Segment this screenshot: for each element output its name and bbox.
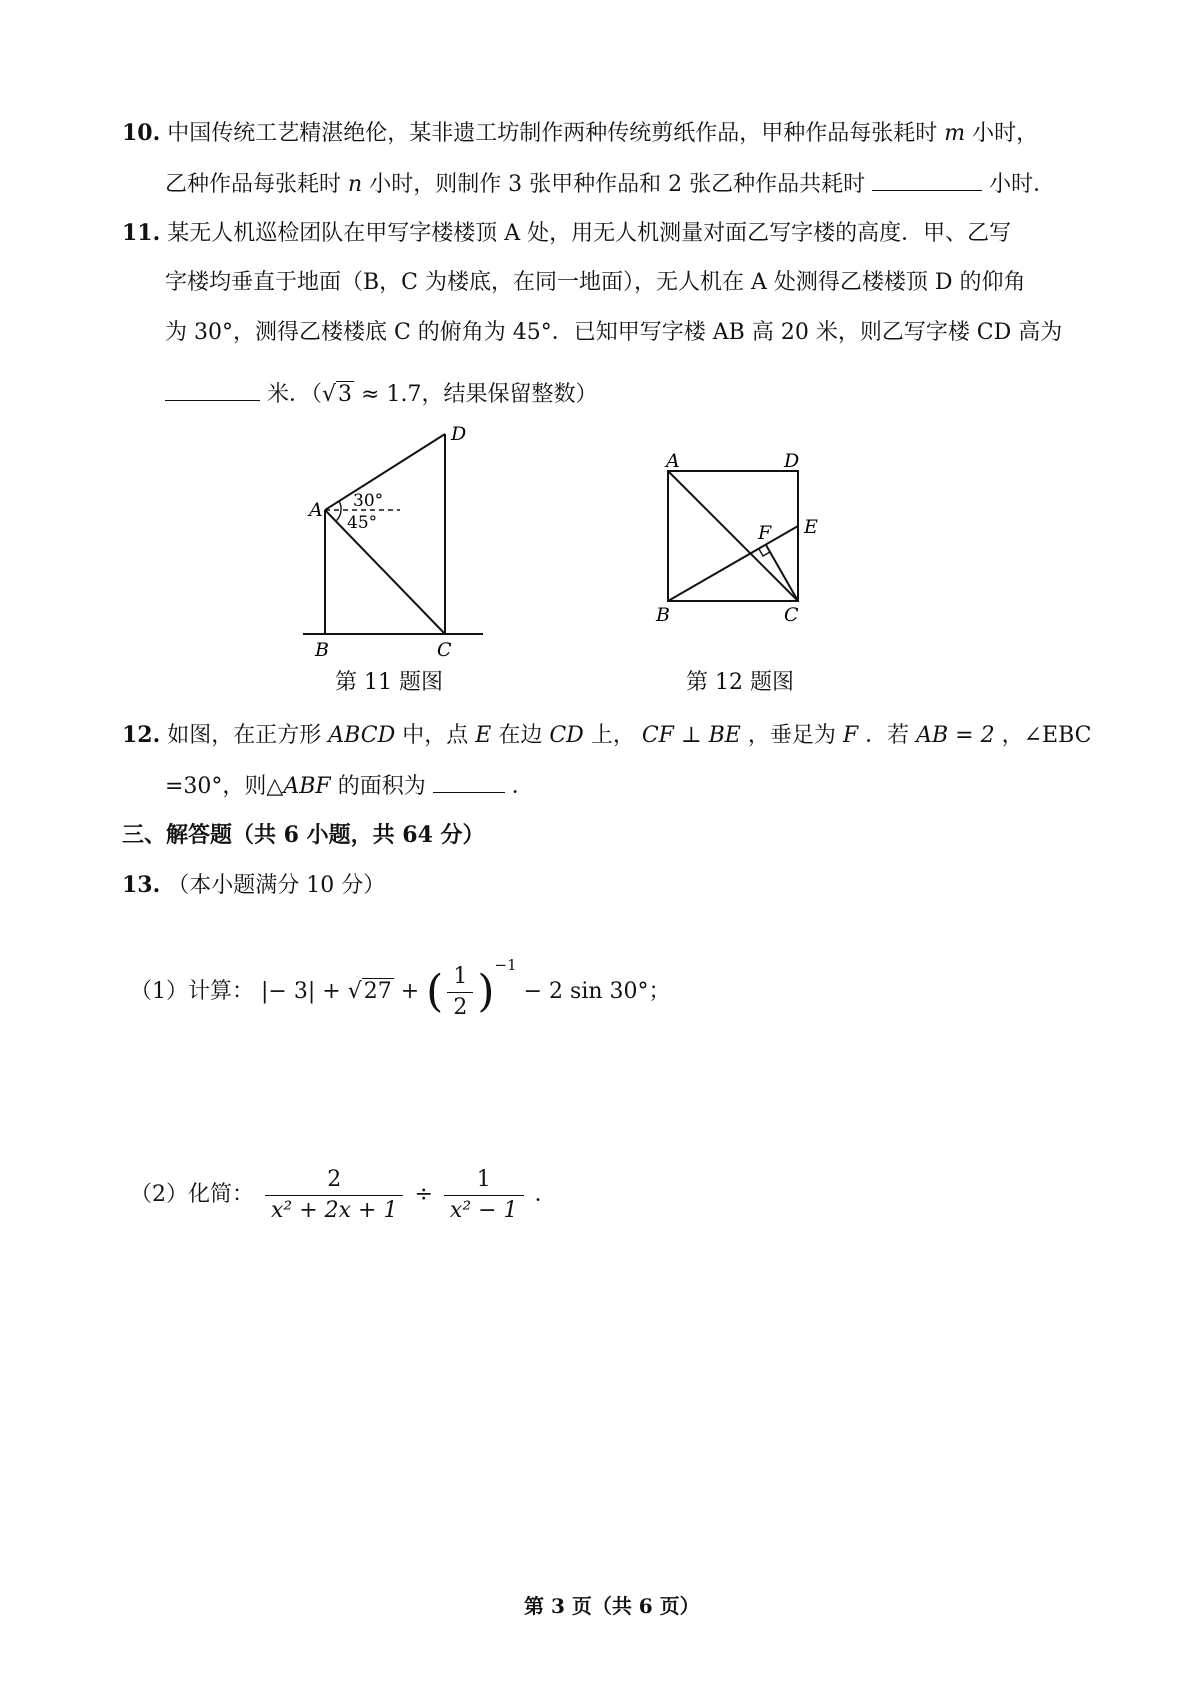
q10-line2 bbox=[165, 168, 1055, 200]
q13-p1-label: （1）计算： bbox=[130, 979, 254, 1004]
q13-p1-tail: − 2 sin 30°； bbox=[523, 979, 671, 1004]
q12-answer-blank[interactable] bbox=[433, 770, 505, 793]
q11-answer-blank[interactable] bbox=[165, 378, 260, 401]
page-footer: 第 3 页（共 6 页） bbox=[524, 1594, 700, 1618]
q13-p2-label: （2）化简： bbox=[130, 1182, 254, 1207]
q13-p2-fraction1 bbox=[265, 1167, 403, 1224]
q10-text-2a: 乙种作品每张耗时 bbox=[165, 172, 342, 197]
q13-p1-frac-den: 2 bbox=[447, 992, 473, 1021]
fig11-arc-45 bbox=[336, 510, 341, 521]
q10-number: 10. bbox=[122, 120, 161, 146]
q12-abcd: ABCD bbox=[328, 723, 396, 748]
q13-header: （本小题满分 10 分） bbox=[167, 873, 386, 898]
q12-e: E bbox=[475, 723, 492, 748]
fig11-label-c: C bbox=[437, 639, 452, 661]
q12-text-1d: 上， bbox=[590, 723, 635, 748]
q13-p2-f1-num: 2 bbox=[327, 1166, 342, 1192]
q13-p2-f2-den: x² − 1 bbox=[444, 1195, 524, 1224]
q13-p2-fraction2 bbox=[444, 1167, 524, 1224]
q12-abf: ABF bbox=[283, 774, 331, 799]
q11-text-4b: ≈ 1.7，结果保留整数） bbox=[361, 382, 598, 407]
q13-part1 bbox=[130, 935, 671, 1022]
q12-text-1a: 如图，在正方形 bbox=[167, 723, 322, 748]
q13-p1-plus1: + bbox=[322, 979, 341, 1004]
fig12-label-a: A bbox=[666, 450, 680, 472]
q12-text-1b: 中，点 bbox=[402, 723, 469, 748]
q13-p1-frac-num: 1 bbox=[453, 963, 468, 989]
q13-p1-exponent: −1 bbox=[494, 956, 517, 974]
q11-line1 bbox=[122, 218, 1011, 249]
q12-text-1e: ，垂足为 bbox=[747, 723, 836, 748]
q13-p1-sqrt: 27 bbox=[363, 979, 392, 1004]
section3-title: 三、解答题（共 6 小题，共 64 分） bbox=[122, 822, 485, 848]
fig11-caption: 第 11 题图 bbox=[335, 670, 443, 695]
q10-text-1-end: 小时， bbox=[972, 121, 1039, 146]
q13-header-line bbox=[122, 870, 385, 901]
fig11-angle-30: 30° bbox=[353, 491, 384, 511]
fig11-arc-30 bbox=[339, 501, 341, 510]
fig11-line-ac bbox=[325, 510, 445, 634]
q12-ab-eq: AB = 2 bbox=[916, 723, 995, 748]
figure-11 bbox=[295, 420, 495, 665]
right-paren: ) bbox=[477, 966, 495, 1017]
q12-text-2a: =30°，则△ bbox=[165, 774, 284, 799]
q11-text-1: 某无人机巡检团队在甲写字楼楼顶 A 处，用无人机测量对面乙写字楼的高度．甲、乙写 bbox=[167, 221, 1012, 246]
fig11-line-ad bbox=[325, 434, 445, 510]
fig11-angle-45: 45° bbox=[347, 513, 378, 533]
q10-text-2b: 小时，则制作 3 张甲种作品和 2 张乙种作品共耗时 bbox=[369, 172, 866, 197]
fig12-label-b: B bbox=[656, 604, 670, 626]
fig11-label-b: B bbox=[315, 639, 329, 661]
sqrt-symbol: √ bbox=[322, 382, 337, 407]
q10-text-2-end: 小时． bbox=[989, 172, 1056, 197]
q11-text-2: 字楼均垂直于地面（B，C 为楼底，在同一地面），无人机在 A 处测得乙楼楼顶 D 的仰角 bbox=[165, 270, 1026, 295]
q10-line1 bbox=[122, 118, 1038, 149]
q13-p2-f2-num: 1 bbox=[476, 1166, 491, 1192]
fig12-caption: 第 12 题图 bbox=[686, 670, 794, 695]
sqrt-symbol: √ bbox=[347, 979, 362, 1004]
q12-line2 bbox=[165, 770, 534, 802]
q11-number: 11. bbox=[122, 220, 161, 246]
fig11-label-d: D bbox=[451, 423, 467, 445]
q13-p1-fraction bbox=[447, 964, 473, 1021]
q13-p2-f1-den: x² + 2x + 1 bbox=[265, 1195, 403, 1224]
fig12-label-f: F bbox=[758, 522, 772, 544]
q12-text-1g: ，∠EBC bbox=[1001, 723, 1092, 748]
q13-p1-abs: |− 3| bbox=[261, 979, 316, 1004]
q13-number: 13. bbox=[122, 872, 161, 898]
q12-number: 12. bbox=[122, 722, 161, 748]
q13-p2-tail: ． bbox=[534, 1182, 557, 1207]
q11-text-4a: 米．（ bbox=[267, 382, 323, 407]
q13-p2-div: ÷ bbox=[414, 1182, 433, 1207]
q11-line3 bbox=[165, 318, 1062, 348]
q12-line1 bbox=[122, 720, 1092, 751]
q12-text-2b: 的面积为 bbox=[337, 774, 426, 799]
q11-sqrt-arg: 3 bbox=[338, 382, 353, 407]
q10-answer-blank[interactable] bbox=[872, 168, 982, 191]
q12-text-1c: 在边 bbox=[498, 723, 543, 748]
q10-text-1: 中国传统工艺精湛绝伦，某非遗工坊制作两种传统剪纸作品，甲种作品每张耗时 bbox=[167, 121, 938, 146]
q13-p1-plus2: + bbox=[400, 979, 420, 1004]
fig11-label-a: A bbox=[309, 499, 323, 521]
q12-text-2-end: ． bbox=[511, 774, 534, 799]
q10-var-n: n bbox=[348, 172, 363, 197]
fig12-diagonal-ac bbox=[668, 471, 798, 601]
left-paren: ( bbox=[426, 966, 444, 1017]
q13-part2 bbox=[130, 1165, 557, 1225]
q11-text-3: 为 30°，测得乙楼楼底 C 的俯角为 45°．已知甲写字楼 AB 高 20 米，则乙写字楼 CD 高为 bbox=[165, 320, 1063, 345]
fig12-label-e: E bbox=[804, 516, 818, 538]
figure-12 bbox=[650, 445, 875, 635]
fig12-label-c: C bbox=[784, 604, 799, 626]
q10-var-m: m bbox=[944, 121, 966, 146]
q11-line2 bbox=[165, 268, 1026, 298]
fig12-label-d: D bbox=[784, 450, 800, 472]
q12-f: F bbox=[842, 723, 859, 748]
q11-line4 bbox=[165, 378, 597, 410]
q12-perp: CF ⊥ BE bbox=[641, 723, 741, 748]
q12-text-1f: ．若 bbox=[865, 723, 910, 748]
q12-cd: CD bbox=[549, 723, 584, 748]
